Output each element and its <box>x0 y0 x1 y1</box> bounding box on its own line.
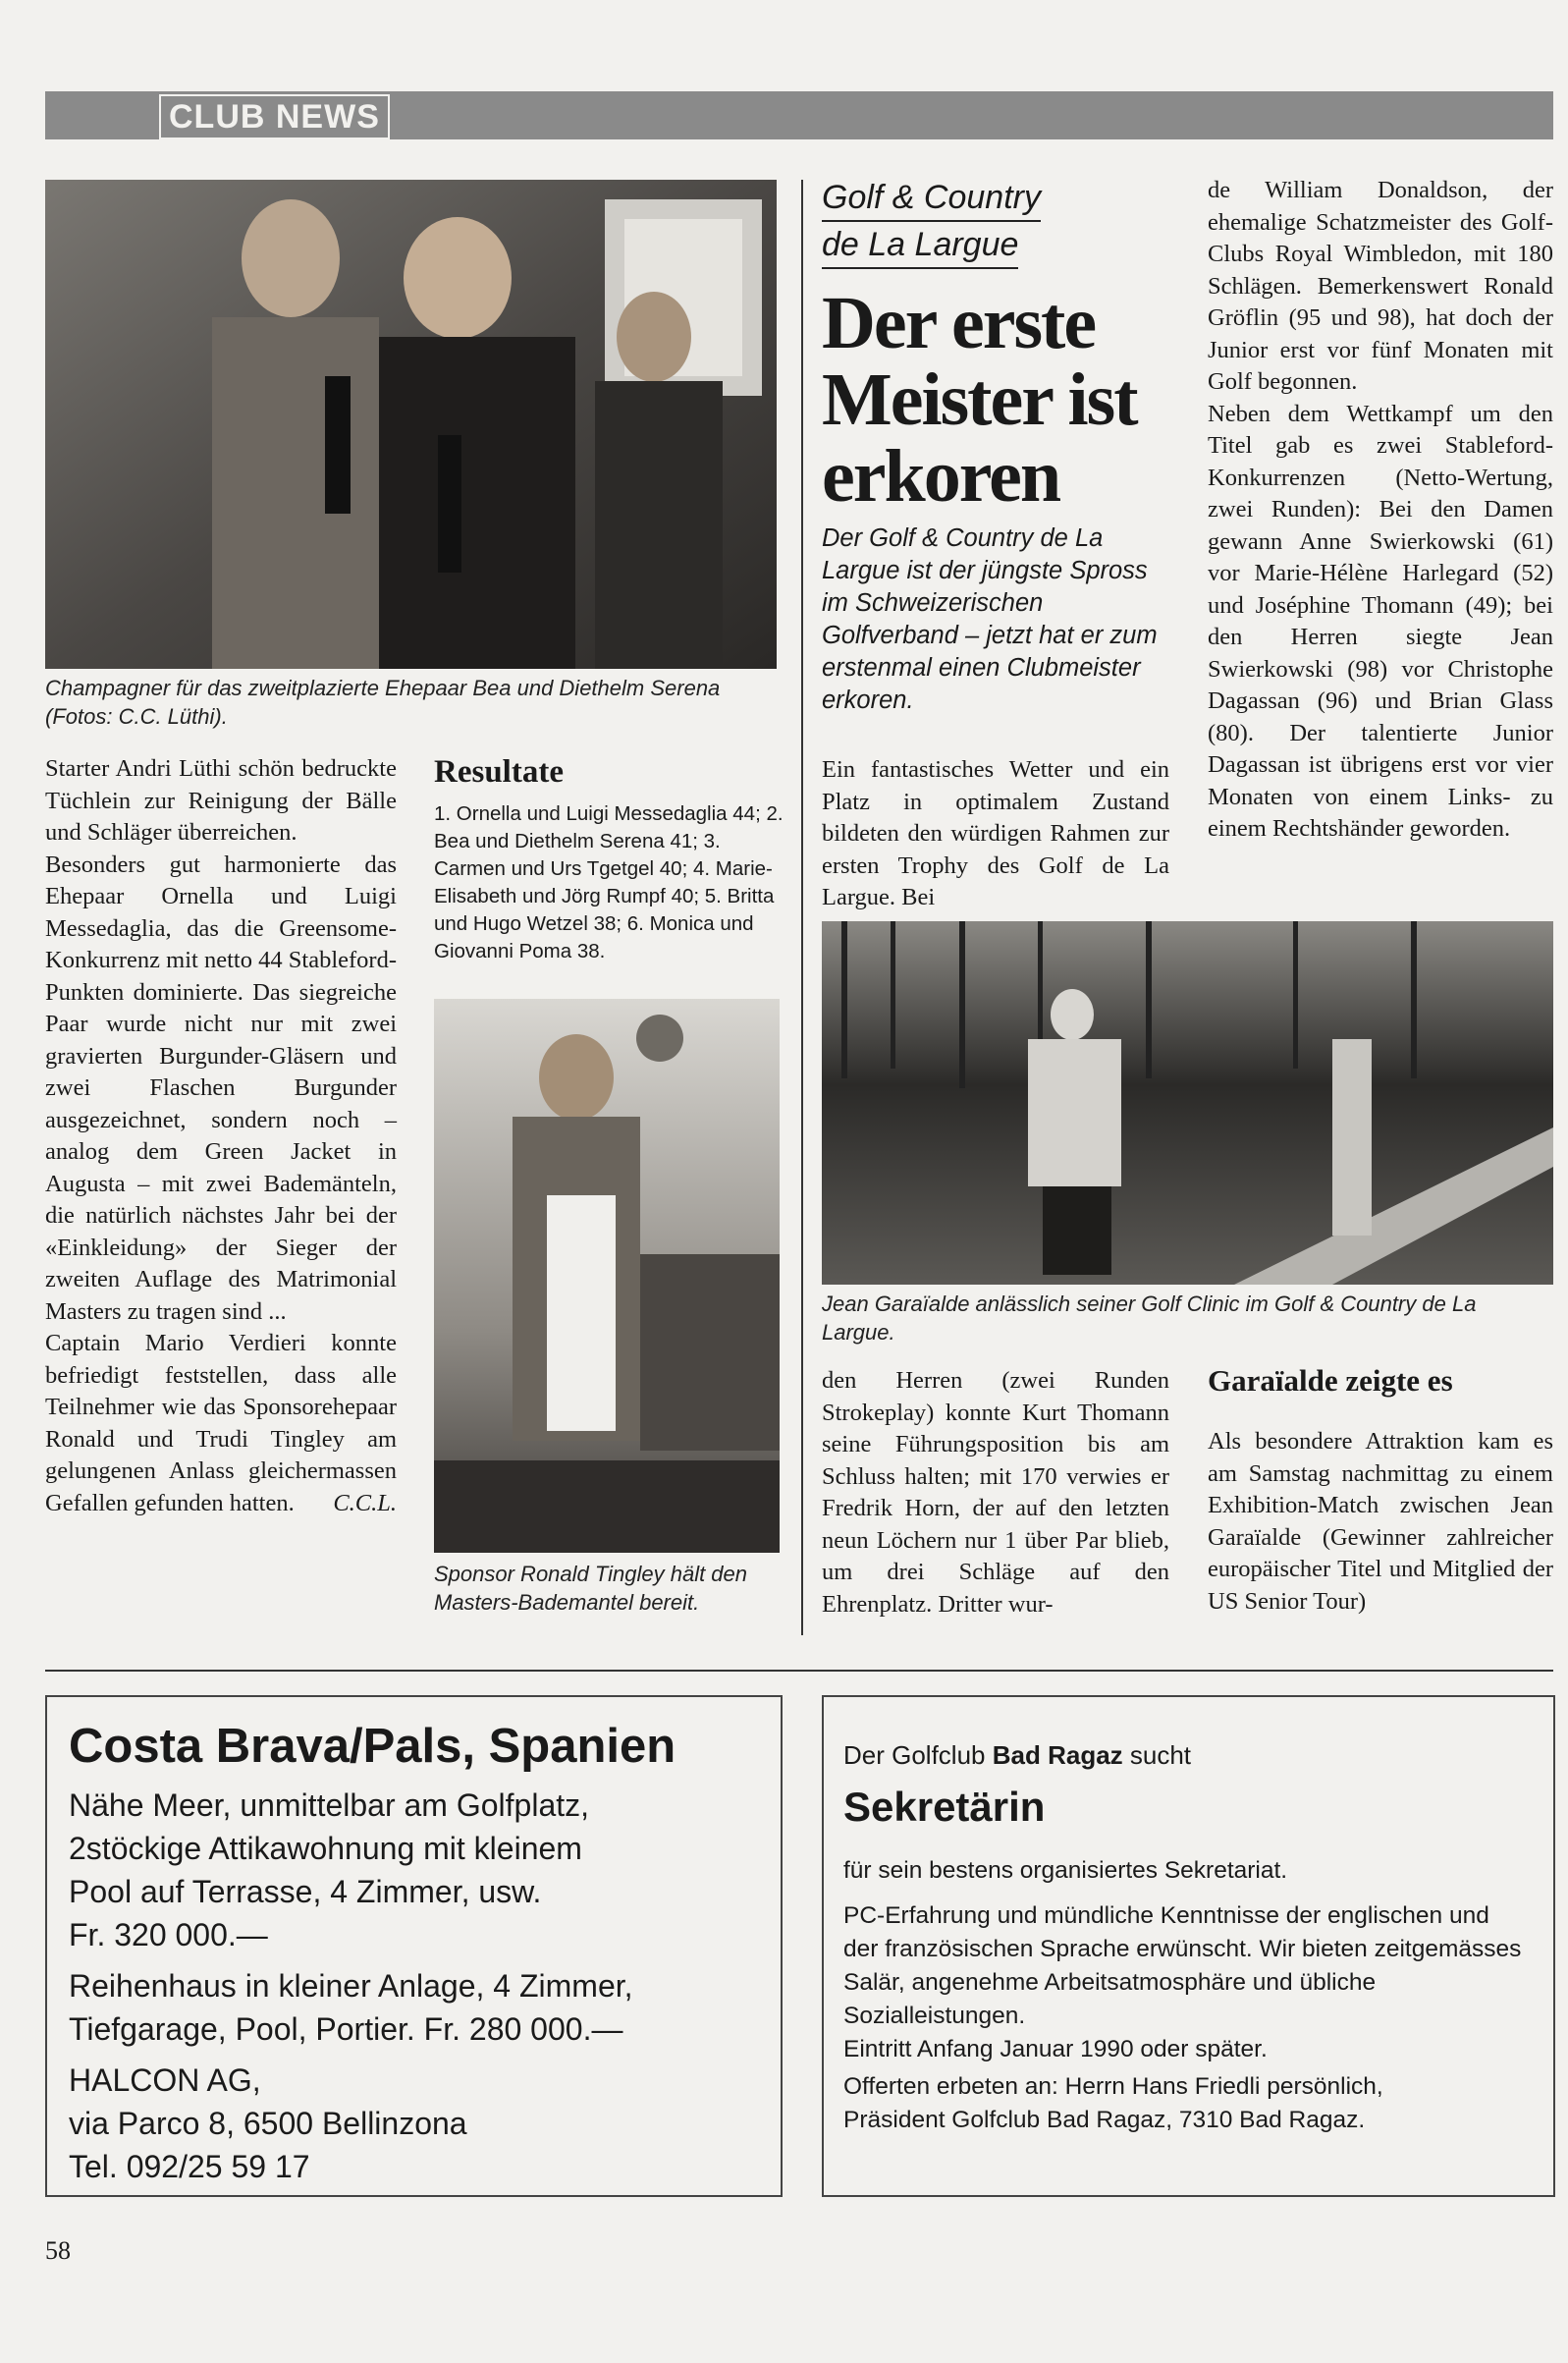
left-article-paragraph-text: Captain Mario Verdieri konnte befriedigt feststellen, dass alle Teilnehmer wie das Sponsorehepaar Ronald und Trudi Tingley am gelungenen Anlass gleichermassen Gefallen gefunden hatten. <box>45 1330 397 1516</box>
section-divider <box>45 1670 1553 1672</box>
photo-golf-clinic <box>822 921 1553 1285</box>
article-col2-text <box>1208 175 1553 846</box>
ad-text-paragraph: PC-Erfahrung und mündliche Kenntnisse der englischen und der französischen Sprache erwünscht. Wir bieten zeitgemässes Salär, angenehme Arbeitsatmosphäre und übliche Sozialleistungen. <box>843 1902 1522 2029</box>
ad-text-line: für sein bestens organisiertes Sekretariat. <box>843 1857 1288 1884</box>
ad-text-line: Reihenhaus in kleiner Anlage, 4 Zimmer, <box>69 1968 633 2004</box>
ad-text-line: Tiefgarage, Pool, Portier. Fr. 280 000.— <box>69 2011 623 2047</box>
article-col4-text: Als besondere Attraktion kam es am Samstag nachmittag zu einem Exhibition-Match zwischen Jean Garaïalde (Gewinner zahlreicher europäischer Titel und Mitglied der US Senior Tour) <box>1208 1428 1553 1615</box>
ad-text-line: 2stöckige Attikawohnung mit kleinem <box>69 1831 582 1866</box>
article-kicker <box>822 175 1041 269</box>
left-article-paragraph: Starter Andri Lüthi schön bedruckte Tüchlein zur Reinigung der Bälle und Schläger überreichen. <box>45 755 397 846</box>
article-signature: C.C.L. <box>333 1489 397 1516</box>
ad-company: HALCON AG, <box>69 2062 261 2098</box>
ad-text-line: Präsident Golfclub Bad Ragaz, 7310 Bad Ragaz. <box>843 2107 1366 2133</box>
ad-sekretaerin <box>822 1695 1555 2197</box>
ad-sekretaerin-title: Sekretärin <box>843 1784 1046 1830</box>
ad-text-line: Offerten erbeten an: Herrn Hans Friedli persönlich, <box>843 2073 1383 2100</box>
ad-text-line: Eintritt Anfang Januar 1990 oder später. <box>843 2036 1268 2062</box>
page-number: 58 <box>45 2236 71 2265</box>
left-article-paragraph <box>45 1328 397 1519</box>
photo-golf-clinic-caption: Jean Garaïalde anlässlich seiner Golf Clinic im Golf & Country de La Largue. <box>822 1291 1477 1345</box>
ad-costa-brava <box>45 1695 783 2197</box>
photo-champagne-caption: Champagner für das zweitplazierte Ehepaar Bea und Diethelm Serena (Fotos: C.C. Lüthi). <box>45 676 721 729</box>
ad-text-line: Nähe Meer, unmittelbar am Golfplatz, <box>69 1787 590 1823</box>
left-article-text <box>45 753 397 1519</box>
photo-sponsor-graphic <box>434 999 780 1553</box>
ad-costa-brava-text <box>69 1784 776 2188</box>
photo-sponsor <box>434 999 780 1553</box>
article-subhead: Garaïalde zeigte es <box>1208 1363 1453 1398</box>
ad-sekretaerin-intro <box>843 1740 1191 1771</box>
article-col1-text: Ein fantastisches Wetter und ein Platz in optimalem Zustand bildeten den würdigen Rahmen zur ersten Trophy des Golf de La Largue. Bei <box>822 756 1169 910</box>
article-headline: Der erste Meister ist erkoren <box>822 282 1137 518</box>
article-col2-paragraph: Neben dem Wettkampf um den Titel gab es zwei Stableford-Konkurrenzen (Netto-Wertung, zwei Runden): Bei den Damen gewann Anne Swierkowski (61) vor Marie-Hélène Harlegard (52) und Joséphine Thomann (49); bei den Herren siegte Jean Swierkowski (98) vor Christophe Dagassan (96) und Brian Glass (80). Der talentierte Junior Dagassan ist übrigens erst vor vier Monaten von einem Links- zu einem Rechtshänder geworden. <box>1208 400 1553 842</box>
column-divider <box>801 180 803 1635</box>
article-lead: Der Golf & Country de La Largue ist der jüngste Spross im Schweizerischen Golfverband – jetzt hat er zum erstenmal einen Clubmeister erkoren. <box>822 524 1158 714</box>
kicker-line-2: de La Largue <box>822 222 1018 269</box>
photo-sponsor-caption: Sponsor Ronald Tingley hält den Masters-Bademantel bereit. <box>434 1562 748 1615</box>
article-col2-paragraph: de William Donaldson, der ehemalige Schatzmeister des Golf-Clubs Royal Wimbledon, mit 180 Schlägen. Bemerkenswert Ronald Gröflin (95 und 98), hat doch der Junior erst vor fünf Monaten mit Golf begonnen. <box>1208 177 1553 395</box>
ad-text-line: Pool auf Terrasse, 4 Zimmer, usw. <box>69 1874 542 1909</box>
kicker-line-1: Golf & Country <box>822 175 1041 222</box>
ad-phone: Tel. 092/25 59 17 <box>69 2149 310 2184</box>
left-article-paragraph: Besonders gut harmonierte das Ehepaar Ornella und Luigi Messedaglia, das die Greensome-Konkurrenz mit netto 44 Stableford-Punkten dominierte. Das siegreiche Paar wurde nicht nur mit zwei gravierten Burgunder-Gläsern und zwei Flaschen Burgunder ausgezeichnet, sondern noch – analog dem Green Jacket in Augusta – mit zwei Bademänteln, die natürlich nächstes Jahr bei der «Einkleidung» der Sieger der zweiten Auflage des Matrimonial Masters zu tragen sind ... <box>45 851 397 1325</box>
ad-intro-prefix: Der Golfclub <box>843 1740 993 1770</box>
ad-intro-club: Bad Ragaz <box>992 1740 1123 1770</box>
photo-golf-clinic-graphic <box>822 921 1553 1285</box>
results-text: 1. Ornella und Luigi Messedaglia 44; 2. Bea und Diethelm Serena 41; 3. Carmen und Urs Tgetgel 40; 4. Marie-Elisabeth und Jörg Rumpf 40; 5. Britta und Hugo Wetzel 38; 6. Monica und Giovanni Poma 38. <box>434 802 784 962</box>
ad-costa-brava-title: Costa Brava/Pals, Spanien <box>69 1720 676 1773</box>
ad-sekretaerin-text <box>843 1854 1531 2137</box>
ad-price: Fr. 320 000.— <box>69 1917 268 1952</box>
ad-address: via Parco 8, 6500 Bellinzona <box>69 2106 467 2141</box>
article-col3-text: den Herren (zwei Runden Strokeplay) konnte Kurt Thomann seine Führungsposition bis am Schluss halten; mit 170 verwies er Fredrik Horn, der auf den letzten neun Löchern nur 1 über Par blieb, um drei Schläge auf den Ehrenplatz. Dritter wur- <box>822 1367 1169 1618</box>
photo-champagne-graphic <box>45 180 777 669</box>
photo-champagne-couple <box>45 180 777 669</box>
results-title: Resultate <box>434 754 564 790</box>
ad-intro-suffix: sucht <box>1122 1740 1192 1770</box>
section-label: CLUB NEWS <box>159 94 390 139</box>
